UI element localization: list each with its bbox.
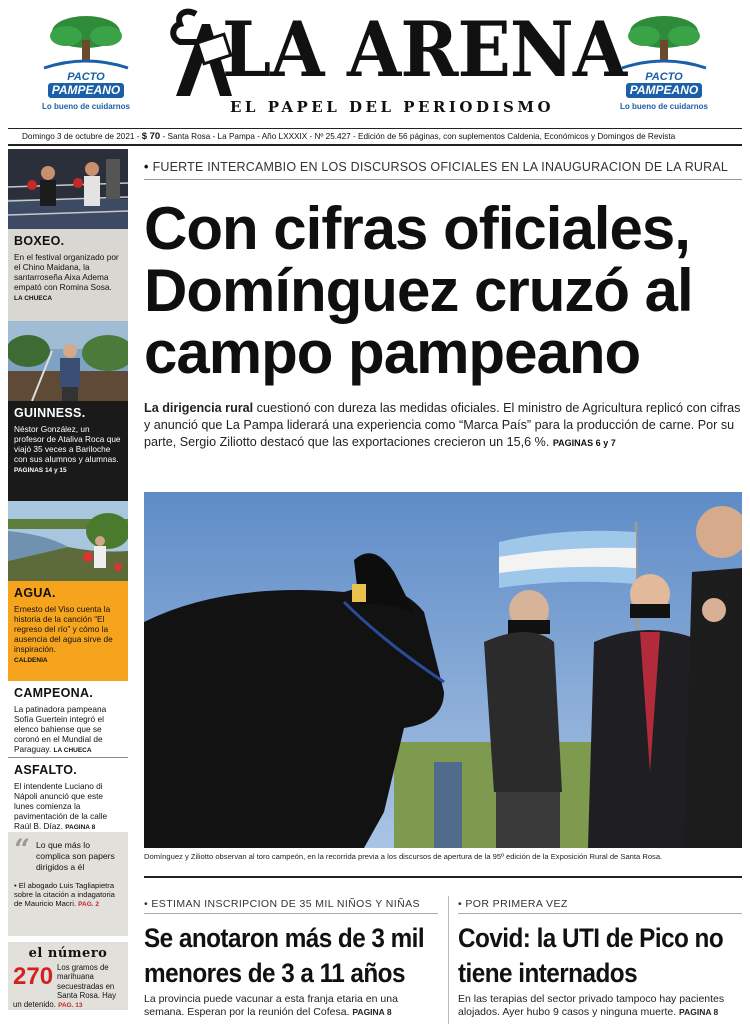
story-covid[interactable] xyxy=(458,898,742,1019)
quote-attribution xyxy=(8,881,128,909)
boxing-photo[interactable] xyxy=(8,149,128,229)
sidebar-boxeo-body: En el festival organizado por el Chino Maidana, la santarroseña Aixa Adema empató con Romina Sosa. xyxy=(14,252,119,292)
sidebar-asfalto[interactable] xyxy=(8,758,128,832)
numero-value: 270 xyxy=(13,963,54,990)
story-vacunacion-text xyxy=(144,993,438,1019)
sidebar-agua-body: Ernesto del Viso cuenta la historia de la canción “El regreso del río” y cómo la ausencia del agua sirve de inspiración. xyxy=(14,604,113,654)
pacto-line2: PAMPEANO xyxy=(48,83,124,98)
story-vacunacion-kicker xyxy=(144,898,438,914)
story-covid-kicker-text: POR PRIMERA VEZ xyxy=(465,898,568,910)
photo-caption: Domínguez y Ziliotto observan al toro campeón, en la recorrida previa a los discursos de apertura de la 95º edición de la Exposición Rural de Santa Rosa. xyxy=(144,852,663,861)
sidebar-agua[interactable] xyxy=(8,581,128,681)
sidebar-agua-ref: CALDENIA xyxy=(14,657,48,664)
river-photo[interactable] xyxy=(8,501,128,581)
newspaper-title: LA ARENA xyxy=(222,5,627,94)
quote-attribution-text: • El abogado Luis Tagliapietra sobre la citación a indagatoria de Mauricio Macri. xyxy=(14,881,115,908)
sidebar-quote[interactable] xyxy=(8,832,128,936)
edition-info: - Santa Rosa - La Pampa - Año LXXXIX - Nº 25.427 - Edición de 56 páginas, con suplementos Caldenia, Económicos y Domingos de Revista xyxy=(162,132,676,141)
dateline xyxy=(8,128,742,146)
story-covid-kicker xyxy=(458,898,742,914)
pacto-pampeano-logo-left xyxy=(36,10,136,111)
sidebar-boxeo[interactable] xyxy=(8,229,128,321)
lead-ref: PAGINAS 6 y 7 xyxy=(552,438,616,448)
quote-text: Lo que más lo complica son papers dirigidos a él xyxy=(36,840,115,872)
story-covid-headline[interactable]: Covid: la UTI de Pico no tiene internados xyxy=(458,923,724,988)
numero-body: Los gramos de marihuana secuestradas en Santa Rosa. Hay un detenido. xyxy=(13,963,116,1010)
pacto-pampeano-logo-right xyxy=(614,10,714,111)
pacto-line1: PACTO xyxy=(67,71,105,83)
edition-price: $ 70 xyxy=(141,131,161,142)
quote-mark-icon: “ xyxy=(14,833,31,866)
pacto-tagline: Lo bueno de cuidarnos xyxy=(619,102,708,111)
sidebar-asfalto-title: ASFALTO. xyxy=(14,763,78,777)
sidebar-guinness-title: GUINNESS. xyxy=(14,406,86,420)
sidebar-boxeo-text xyxy=(14,252,122,304)
pacto-badge xyxy=(36,72,136,98)
sidebar-agua-text xyxy=(14,604,122,666)
main-headline[interactable]: Con cifras oficiales, Domínguez cruzó al campo pampeano xyxy=(144,195,693,386)
sidebar-guinness-text xyxy=(14,424,122,476)
pacto-badge xyxy=(614,72,714,98)
sidebar-guinness-ref: PAGINAS 14 y 15 xyxy=(14,467,67,474)
pacto-line2: PAMPEANO xyxy=(626,83,702,98)
quote-box xyxy=(8,832,128,881)
sidebar-asfalto-ref: PAGINA 8 xyxy=(65,824,96,831)
sidebar-campeona-body: La patinadora pampeana Sofía Guertein integró el elenco bahiense que se coronó en el Mundial de Paraguay. xyxy=(14,704,107,754)
quote-ref: PAG. 2 xyxy=(78,901,100,908)
main-photo[interactable] xyxy=(144,492,742,848)
sidebar-boxeo-ref: LA CHUECA xyxy=(14,295,53,302)
sidebar-guinness-body: Néstor González, un profesor de Ataliva Roca que viajó 35 veces a Bariloche con sus alumnos y alumnas. xyxy=(14,424,121,464)
numero-title: el número xyxy=(28,946,108,961)
story-vacunacion-ref: PAGINA 8 xyxy=(352,1007,392,1017)
guinness-photo[interactable] xyxy=(8,321,128,401)
story-vacunacion-kicker-text: ESTIMAN INSCRIPCION DE 35 MIL NIÑOS Y NIÑAS xyxy=(151,898,420,910)
story-covid-text xyxy=(458,993,742,1019)
story-vacunacion[interactable] xyxy=(144,898,438,1019)
sidebar-boxeo-title: BOXEO. xyxy=(14,234,65,248)
edition-date: Domingo 3 de octubre de 2021 - xyxy=(22,132,140,141)
lead-highlight: La dirigencia rural xyxy=(144,401,254,415)
sidebar-campeona-ref: LA CHUECA xyxy=(53,747,92,754)
sidebar-agua-title: AGUA. xyxy=(14,586,56,600)
sidebar xyxy=(8,149,128,1027)
story-vacunacion-headline[interactable]: Se anotaron más de 3 mil menores de 3 a 11 años xyxy=(144,923,425,988)
bullet-icon: • xyxy=(458,898,466,910)
sidebar-asfalto-text xyxy=(14,781,122,833)
sidebar-campeona-title: CAMPEONA. xyxy=(14,686,94,700)
tree-icon xyxy=(614,10,714,72)
bullet-icon: • xyxy=(144,160,149,174)
main-lead xyxy=(144,400,742,452)
masthead xyxy=(0,0,750,128)
photo-rule xyxy=(144,876,742,878)
sidebar-guinness[interactable] xyxy=(8,401,128,501)
main-story xyxy=(144,160,742,452)
newspaper-slogan: EL PAPEL DEL PERIODISMO xyxy=(230,98,555,116)
story-covid-ref: PAGINA 8 xyxy=(679,1007,719,1017)
sidebar-asfalto-body: El intendente Luciano di Nápoli anunció que este lunes comienza la pavimentación de la calle Raúl B. Díaz. xyxy=(14,781,108,831)
numero-ref: PAG. 13 xyxy=(58,1002,83,1010)
main-kicker-text: FUERTE INTERCAMBIO EN LOS DISCURSOS OFICIALES EN LA INAUGURACION DE LA RURAL xyxy=(152,160,729,174)
story-vacunacion-body: La provincia puede vacunar a esta franja etaria en una semana. Esperan por la reunión del Cofesa. xyxy=(144,993,398,1018)
bullet-icon: • xyxy=(144,898,152,910)
sidebar-numero[interactable] xyxy=(8,942,128,1010)
story-covid-body: En las terapias del sector privado tampoco hay pacientes alojados. Ayer hubo 9 casos y ninguna muerte. xyxy=(458,993,725,1018)
main-kicker xyxy=(144,160,742,180)
pacto-tagline: Lo bueno de cuidarnos xyxy=(41,102,130,111)
sidebar-campeona[interactable] xyxy=(8,681,128,757)
tree-icon xyxy=(36,10,136,72)
column-divider xyxy=(448,896,449,1024)
sidebar-campeona-text xyxy=(14,704,122,756)
pacto-line1: PACTO xyxy=(645,71,683,83)
lead-text: cuestionó con dureza las medidas oficiales. El ministro de Agricultura replicó con cifras y anunció que La Pampa liderará una experiencia como “Marca País” para la producción de carne. Por su parte, Sergio Ziliotto destacó que las exportaciones crecieron un 15,6 %. xyxy=(144,401,741,449)
